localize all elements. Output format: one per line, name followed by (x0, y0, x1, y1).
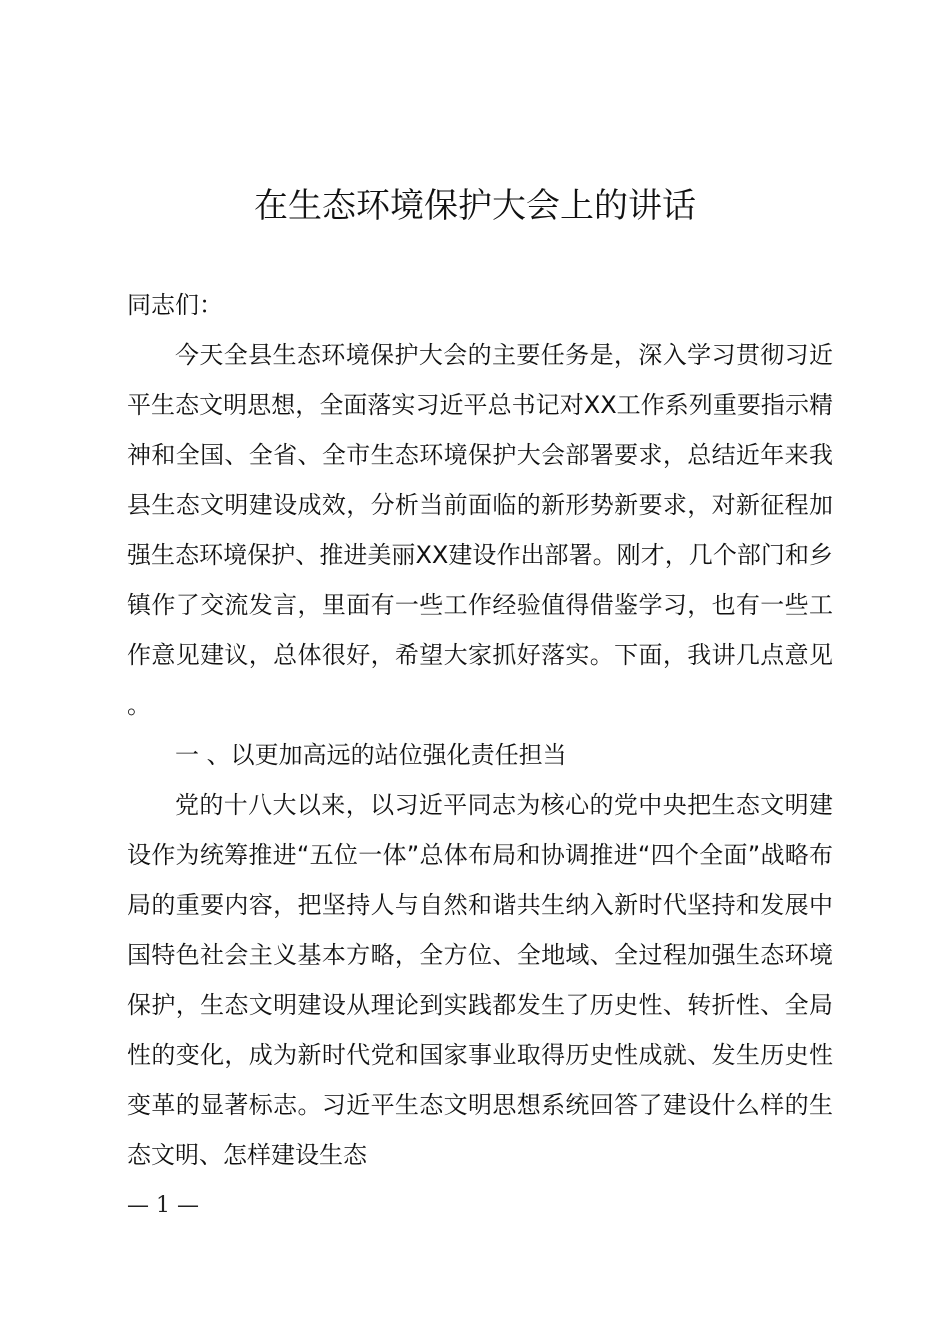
salutation: 同志们： (127, 291, 223, 319)
intro-paragraph: 今天全县生态环境保护大会的主要任务是，深入学习贯彻习近平生态文明思想，全面落实习近平总书记对XX工作系列重要指示精神和全国、全省、全市生态环境保护大会部署要求，总结近年来我县生态文明建设成效，分析当前面临的新形势新要求，对新征程加强生态环境保护、推进美丽XX建设作出部署。刚才，几个部门和乡镇作了交流发言，里面有一些工作经验值得借鉴学习，也有一些工作意见建议，总体很好，希望大家抓好落实。下面，我讲几点意见。 (127, 341, 833, 719)
document-title: 在生态环境保护大会上的讲话 (254, 186, 696, 226)
section-paragraph: 党的十八大以来，以习近平同志为核心的党中央把生态文明建设作为统筹推进“五位一体”总体布局和协调推进“四个全面”战略布局的重要内容，把坚持人与自然和谐共生纳入新时代坚持和发展中国特色社会主义基本方略，全方位、全地域、全过程加强生态环境保护，生态文明建设从理论到实践都发生了历史性、转折性、全局性的变化，成为新时代党和国家事业取得历史性成就、发生历史性变革的显著标志。习近平生态文明思想系统回答了建设什么样的生态文明、怎样建设生态 (127, 791, 833, 1169)
page-number: — 1 — (127, 1193, 199, 1218)
document-body (127, 280, 833, 1180)
section-heading: 一 、以更加高远的站位强化责任担当 (175, 741, 567, 769)
